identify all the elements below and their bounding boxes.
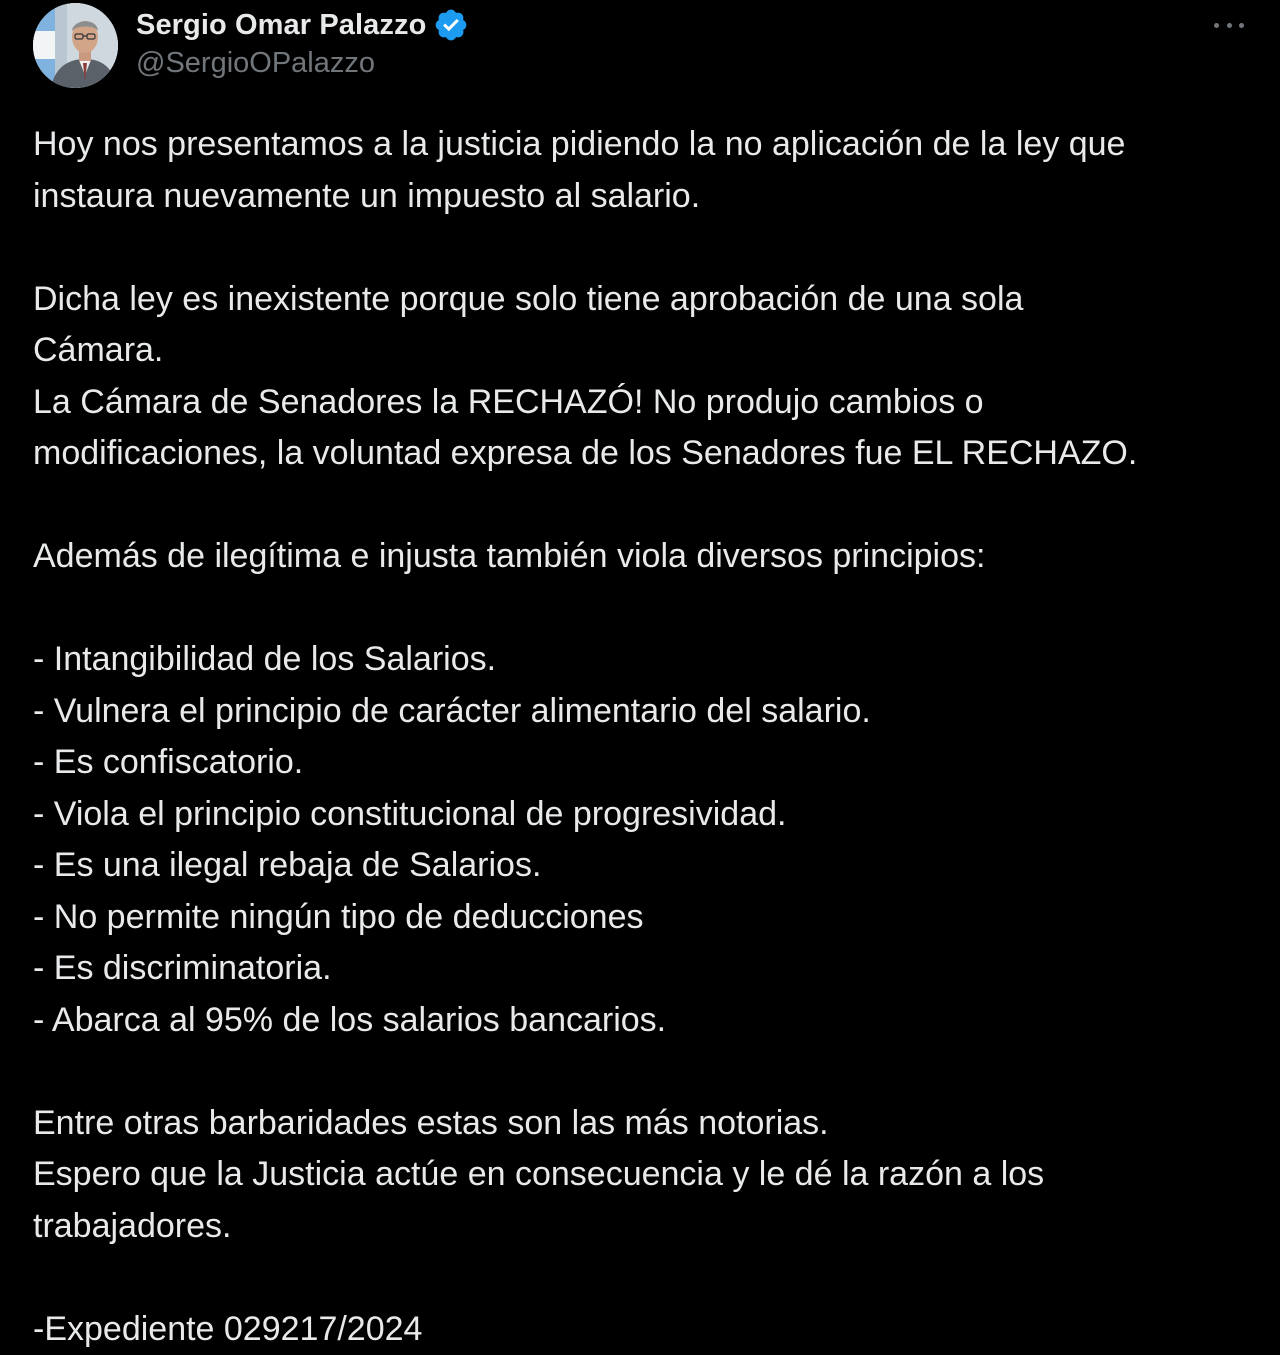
tweet-line: Además de ilegítima e injusta también viola diversos principios: xyxy=(33,531,1253,583)
tweet-text xyxy=(33,119,1253,1355)
tweet-line: trabajadores. xyxy=(33,1201,1253,1253)
tweet-line: Entre otras barbaridades estas son las más notorias. xyxy=(33,1098,1253,1150)
avatar-photo-icon xyxy=(33,3,118,88)
tweet-line: - No permite ningún tipo de deducciones xyxy=(33,892,1253,944)
tweet-blank-line xyxy=(33,1046,1253,1098)
tweet-header xyxy=(33,3,1248,89)
avatar[interactable] xyxy=(33,3,118,88)
tweet-line: Cámara. xyxy=(33,325,1253,377)
more-options-icon[interactable] xyxy=(1214,13,1244,37)
display-name[interactable]: Sergio Omar Palazzo xyxy=(136,9,426,42)
tweet-line: Dicha ley es inexistente porque solo tiene aprobación de una sola xyxy=(33,274,1253,326)
tweet-line: - Vulnera el principio de carácter alimentario del salario. xyxy=(33,686,1253,738)
tweet-blank-line xyxy=(33,480,1253,532)
tweet-line: - Es discriminatoria. xyxy=(33,943,1253,995)
tweet-line: - Viola el principio constitucional de progresividad. xyxy=(33,789,1253,841)
tweet-line: Hoy nos presentamos a la justicia pidiendo la no aplicación de la ley que xyxy=(33,119,1253,171)
display-name-row xyxy=(136,5,469,45)
more-dot xyxy=(1214,23,1219,28)
more-dot xyxy=(1239,23,1244,28)
tweet-line: La Cámara de Senadores la RECHAZÓ! No produjo cambios o xyxy=(33,377,1253,429)
tweet-line: - Es una ilegal rebaja de Salarios. xyxy=(33,840,1253,892)
tweet-line: - Es confiscatorio. xyxy=(33,737,1253,789)
tweet-line: - Abarca al 95% de los salarios bancarios. xyxy=(33,995,1253,1047)
author-handle[interactable]: @SergioOPalazzo xyxy=(136,47,469,80)
tweet-line: modificaciones, la voluntad expresa de los Senadores fue EL RECHAZO. xyxy=(33,428,1253,480)
author-info xyxy=(136,5,469,80)
tweet-line: Espero que la Justicia actúe en consecuencia y le dé la razón a los xyxy=(33,1149,1253,1201)
tweet-blank-line xyxy=(33,583,1253,635)
verified-badge-icon[interactable] xyxy=(433,7,469,43)
tweet-blank-line xyxy=(33,1252,1253,1304)
tweet-line: instaura nuevamente un impuesto al salario. xyxy=(33,171,1253,223)
tweet-line: -Expediente 029217/2024 xyxy=(33,1304,1253,1355)
more-dot xyxy=(1227,23,1232,28)
tweet-line: - Intangibilidad de los Salarios. xyxy=(33,634,1253,686)
tweet-blank-line xyxy=(33,222,1253,274)
